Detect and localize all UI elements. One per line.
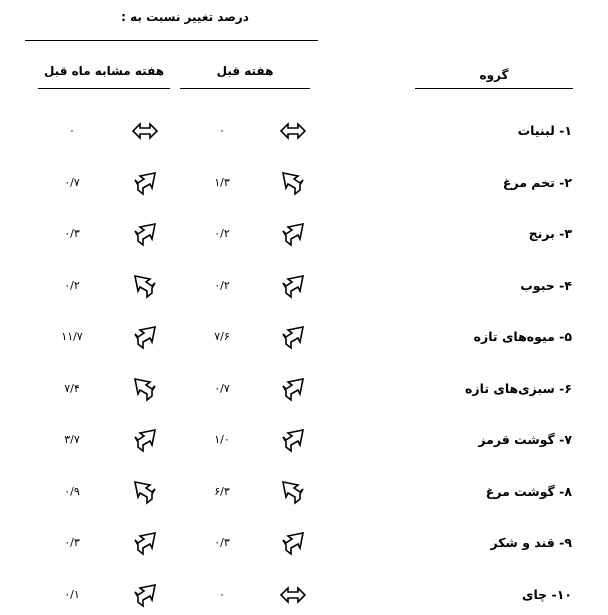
up-arrow-icon [130,219,160,249]
group-label: ۱۰- چای [522,586,572,602]
prev-month-value: ۰/۷ [64,175,80,189]
prev-month-value: ۰/۳ [64,227,80,240]
header-underline-prev-month [38,88,170,89]
up-arrow-icon [130,528,160,558]
table-row [0,219,608,249]
table-row [0,322,608,352]
both-arrows-icon [278,116,308,146]
up-arrow-icon [278,425,308,455]
prev-week-value: ۱/۳ [214,175,230,189]
up-arrow-icon [130,580,160,610]
down-arrow-icon [130,477,160,507]
up-arrow-icon [130,425,160,455]
table-row [0,425,608,455]
prev-week-value: ۶/۳ [214,484,230,498]
up-arrow-icon [278,271,308,301]
prev-week-value: ۷/۶ [214,330,230,343]
prev-month-value: ۰/۹ [64,484,80,498]
group-label: ۷- گوشت قرمز [478,432,572,447]
title-underline [25,40,318,41]
down-arrow-icon [278,168,308,198]
down-arrow-icon [278,477,308,507]
table-row [0,477,608,507]
prev-week-value: ۰ [219,124,225,137]
header-group: گروه [479,68,509,82]
table-row [0,168,608,198]
table-row [0,116,608,146]
group-label: ۸- گوشت مرغ [485,483,572,499]
prev-week-value: ۰/۳ [214,536,230,549]
table-row [0,374,608,404]
prev-month-value: ۰/۲ [64,278,80,292]
prev-month-value: ۰/۳ [64,536,80,549]
up-arrow-icon [130,322,160,352]
group-label: ۵- میوه‌های تازه [473,329,572,344]
both-arrows-icon [130,116,160,146]
table-title: درصد تغییر نسبت به : [121,10,249,24]
prev-month-value: ۳/۷ [64,433,80,446]
down-arrow-icon [130,271,160,301]
table-row [0,580,608,610]
prev-month-value: ۷/۴ [64,381,80,395]
up-arrow-icon [278,528,308,558]
table-row [0,528,608,558]
prev-week-value: ۰ [219,587,225,601]
prev-month-value: ۰/۱ [64,587,80,601]
prev-week-value: ۱/۰ [214,433,230,446]
group-label: ۹- قند و شکر [490,535,572,550]
prev-month-value: ۰ [69,124,75,137]
group-label: ۴- حبوب [520,277,572,293]
up-arrow-icon [278,374,308,404]
group-label: ۶- سبزی‌های تازه [465,380,572,396]
down-arrow-icon [130,374,160,404]
prev-week-value: ۰/۲ [214,278,230,292]
group-label: ۲- تخم مرغ [502,174,572,190]
header-underline-group [415,88,573,89]
group-label: ۱- لبنیات [517,123,572,138]
header-prev-week: هفته قبل [216,64,274,78]
prev-month-value: ۱۱/۷ [61,330,83,343]
up-arrow-icon [130,168,160,198]
header-underline-prev-week [180,88,310,89]
up-arrow-icon [278,219,308,249]
prev-week-value: ۰/۷ [214,381,230,395]
both-arrows-icon [278,580,308,610]
prev-week-value: ۰/۲ [214,227,230,240]
up-arrow-icon [278,322,308,352]
group-label: ۳- برنج [528,226,572,241]
table-row [0,271,608,301]
header-prev-month-week: هفته مشابه ماه قبل [43,64,165,78]
